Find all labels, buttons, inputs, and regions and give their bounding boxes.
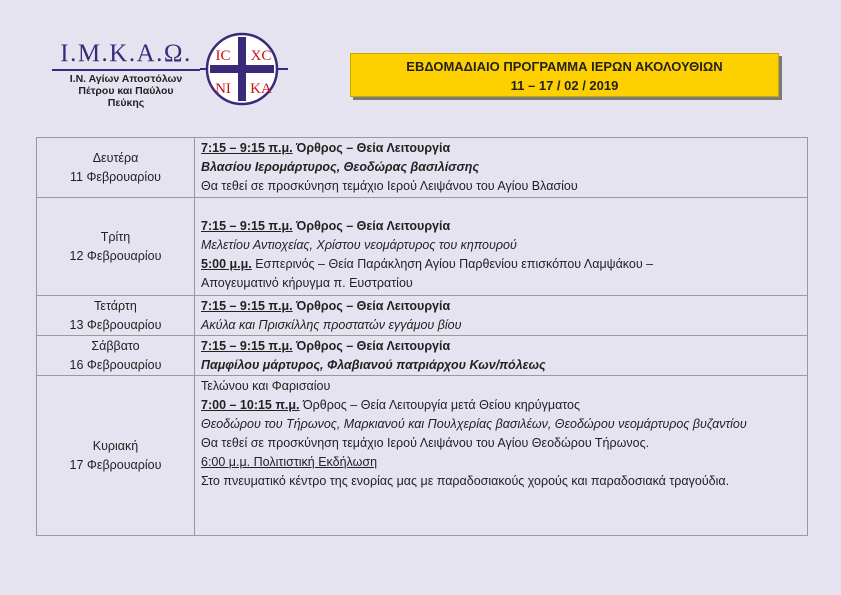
- date-range: 11 – 17 / 02 / 2019: [510, 78, 619, 93]
- table-row-wednesday: [37, 296, 808, 336]
- day-date: 12 Φεβρουαρίου: [69, 248, 162, 263]
- logo-title: Ι.Μ.Κ.Α.Ω.: [60, 40, 192, 67]
- feast-of-day: Τελώνου και Φαρισαίου: [201, 379, 331, 393]
- detail-cell: [195, 198, 808, 296]
- table-row-sunday: [37, 376, 808, 536]
- service-time: 7:15 – 9:15 π.μ.: [201, 339, 293, 353]
- page-title: ΕΒΔΟΜΑΔΙΑΙΟ ΠΡΟΓΡΑΜΜΑ ΙΕΡΩΝ ΑΚΟΛΟΥΘΙΩΝ: [406, 59, 723, 74]
- day-name: Τετάρτη: [94, 298, 137, 313]
- day-name: Κυριακή: [92, 438, 139, 453]
- saints-of-day: Παμφίλου μάρτυρος, Φλαβιανού πατριάρχου Κων/πόλεως: [201, 358, 546, 372]
- day-date: 11 Φεβρουαρίου: [70, 169, 161, 184]
- day-cell: [37, 138, 195, 198]
- service-time: 7:00 – 10:15 π.μ.: [201, 398, 300, 412]
- service-name: Όρθρος – Θεία Λειτουργία μετά Θείου κηρύγματος: [299, 398, 581, 412]
- emblem-ic: ΙC: [215, 48, 231, 64]
- table-row-monday: [37, 138, 808, 198]
- logo-divider: [52, 69, 200, 71]
- day-name: Σάββατο: [91, 338, 140, 353]
- saints-of-day: Μελετίου Αντιοχείας, Χρίστου νεομάρτυρος του κηπουρού: [201, 238, 517, 252]
- service-name: Εσπερινός – Θεία Παράκληση Αγίου Παρθενίου επισκόπου Λαμψάκου –: [251, 257, 654, 271]
- day-name: Τρίτη: [100, 229, 131, 244]
- service-name: Όρθρος – Θεία Λειτουργία: [292, 141, 451, 155]
- schedule-table: [36, 137, 808, 536]
- logo-subtitle-3: Πεύκης: [107, 97, 145, 109]
- ic-xc-nika-cross-icon: [198, 31, 290, 107]
- detail-cell: [195, 376, 808, 536]
- service-note: Θα τεθεί σε προσκύνηση τεμάχιο Ιερού Λειψάνου του Αγίου Θεοδώρου Τήρωνος.: [201, 436, 650, 450]
- day-cell: [37, 198, 195, 296]
- service-name: Όρθρος – Θεία Λειτουργία: [292, 299, 451, 313]
- emblem-xc: XC: [250, 48, 272, 64]
- service-time: 7:15 – 9:15 π.μ.: [201, 219, 293, 233]
- emblem-ka: KA: [250, 81, 272, 97]
- parish-logo: [52, 40, 200, 109]
- detail-cell: [195, 296, 808, 336]
- detail-cell: [195, 336, 808, 376]
- day-cell: [37, 296, 195, 336]
- event-title: 6:00 μ.μ. Πολιτιστική Εκδήλωση: [201, 455, 378, 469]
- service-time: 7:15 – 9:15 π.μ.: [201, 141, 293, 155]
- table-row-saturday: [37, 336, 808, 376]
- emblem-ni: NI: [215, 81, 231, 97]
- day-cell: [37, 336, 195, 376]
- logo-subtitle-1: Ι.Ν. Αγίων Αποστόλων: [69, 73, 183, 85]
- logo-subtitle-2: Πέτρου και Παύλου: [78, 85, 174, 97]
- service-name: Όρθρος – Θεία Λειτουργία: [292, 339, 451, 353]
- service-time: 7:15 – 9:15 π.μ.: [201, 299, 293, 313]
- event-description: Στο πνευματικό κέντρο της ενορίας μας με παραδοσιακούς χορούς και παραδοσιακά τραγούδια.: [201, 474, 730, 488]
- detail-cell: [195, 138, 808, 198]
- day-date: 16 Φεβρουαρίου: [69, 357, 162, 372]
- service-time: 5:00 μ.μ.: [201, 257, 252, 271]
- day-date: 17 Φεβρουαρίου: [69, 457, 162, 472]
- table-row-tuesday: [37, 198, 808, 296]
- day-name: Δευτέρα: [92, 150, 139, 165]
- service-name-continued: Απογευματινό κήρυγμα π. Ευστρατίου: [201, 276, 413, 290]
- day-date: 13 Φεβρουαρίου: [69, 317, 162, 332]
- schedule-title-box: [350, 53, 779, 97]
- saints-of-day: Θεοδώρου του Τήρωνος, Μαρκιανού και Πουλχερίας βασιλέων, Θεοδώρου νεομάρτυρος βυζαντίου: [201, 417, 747, 431]
- saints-of-day: Ακύλα και Πρισκίλλης προστατών εγγάμου βίου: [201, 318, 462, 332]
- service-name: Όρθρος – Θεία Λειτουργία: [292, 219, 451, 233]
- day-cell: [37, 376, 195, 536]
- saints-of-day: Βλασίου Ιερομάρτυρος, Θεοδώρας βασιλίσσης: [201, 160, 480, 174]
- service-note: Θα τεθεί σε προσκύνηση τεμάχιο Ιερού Λειψάνου του Αγίου Βλασίου: [201, 179, 578, 193]
